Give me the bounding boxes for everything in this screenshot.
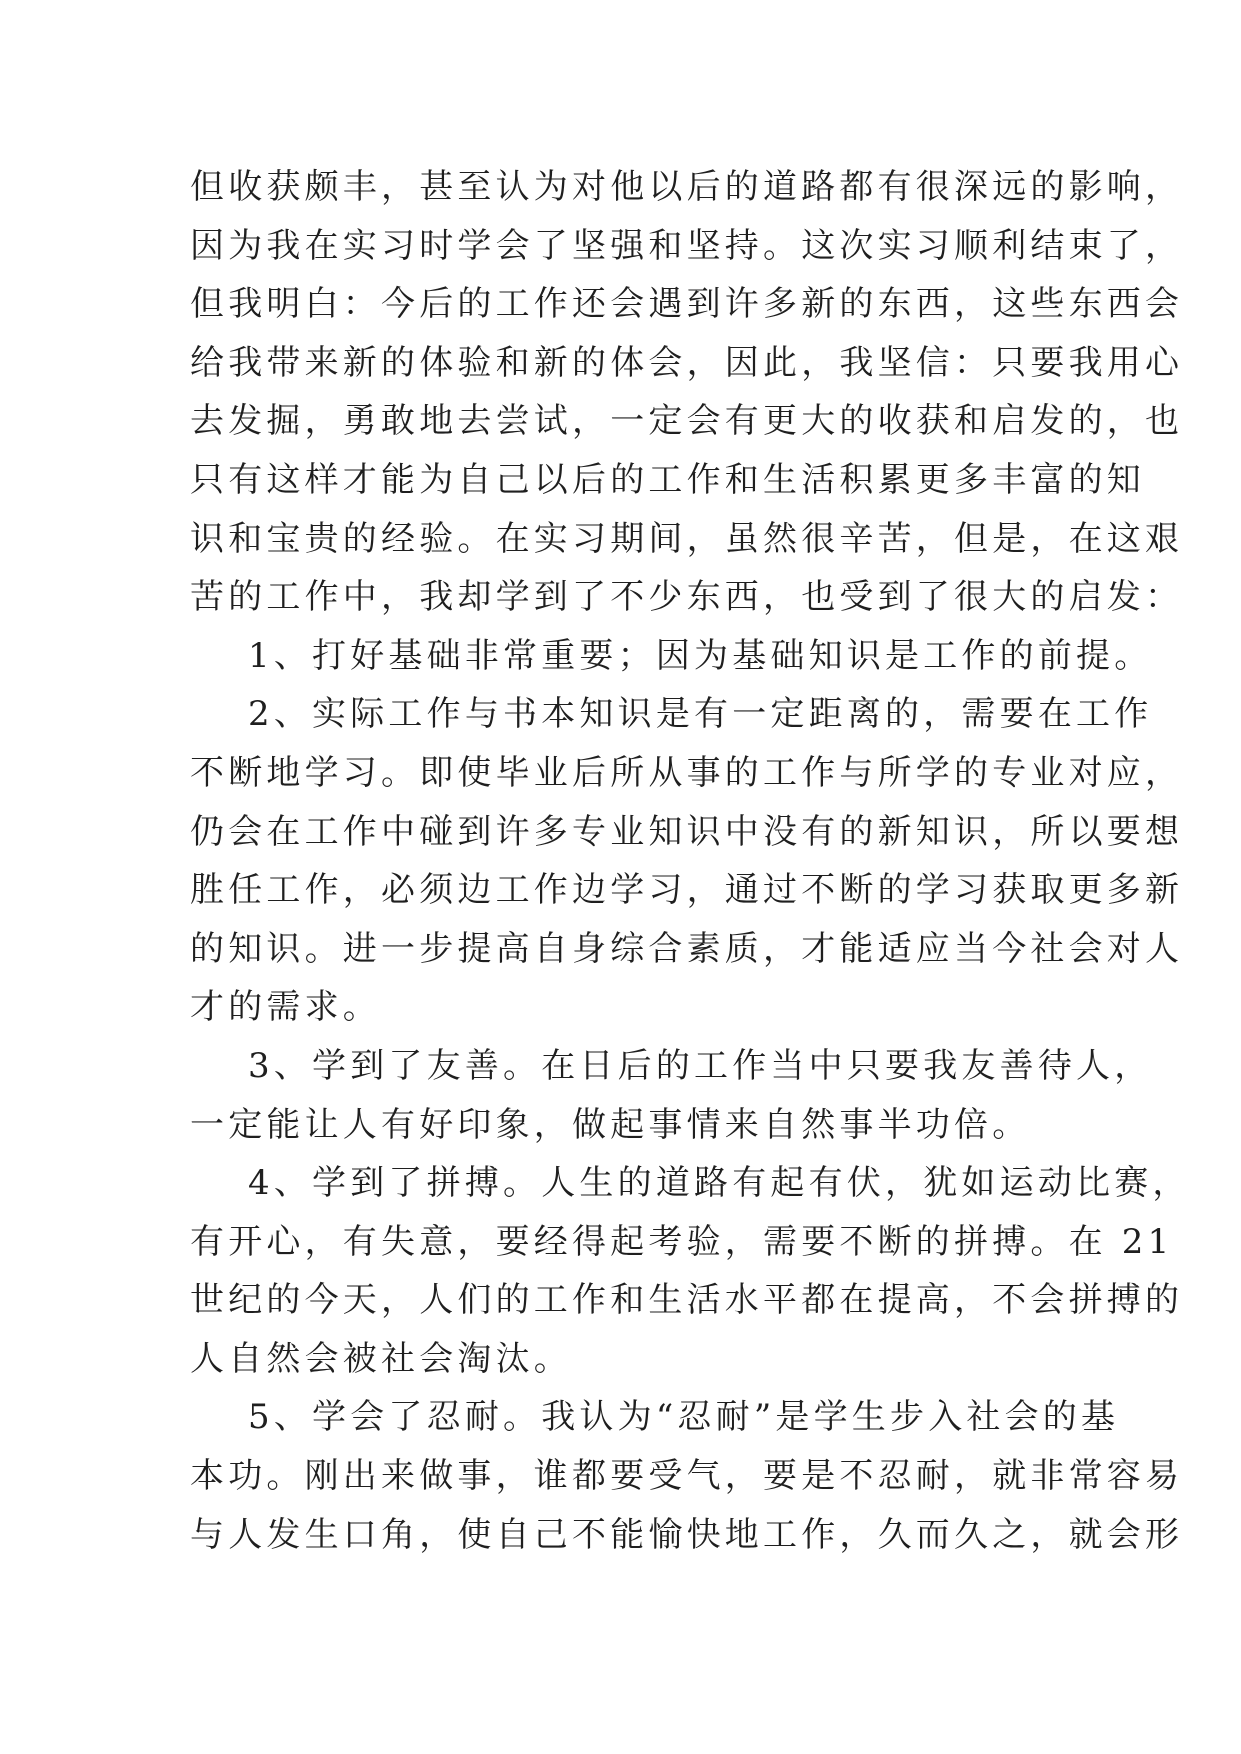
text-line: 给我带来新的体验和新的体会，因此，我坚信：只要我用心	[190, 342, 1184, 383]
text-line: 一定能让人有好印象，做起事情来自然事半功倍。	[190, 1104, 1031, 1145]
text-line: 人自然会被社会淘汰。	[190, 1338, 572, 1379]
list-item-2: 2、实际工作与书本知识是有一定距离的，需要在工作	[248, 694, 1153, 735]
text-line: 的知识。进一步提高自身综合素质，才能适应当今社会对人	[190, 928, 1184, 969]
text-line: 本功。刚出来做事，谁都要受气，要是不忍耐，就非常容易	[190, 1456, 1184, 1497]
text-line: 仍会在工作中碰到许多专业知识中没有的新知识，所以要想	[190, 811, 1184, 852]
list-item-5: 5、学会了忍耐。我认为“忍耐”是学生步入社会的基	[248, 1397, 1120, 1438]
text-line: 但我明白：今后的工作还会遇到许多新的东西，这些东西会	[190, 284, 1184, 325]
text-line: 去发掘，勇敢地去尝试，一定会有更大的收获和启发的，也	[190, 401, 1184, 442]
text-line: 苦的工作中，我却学到了不少东西，也受到了很大的启发：	[190, 577, 1184, 618]
list-item-3: 3、学到了友善。在日后的工作当中只要我友善待人，	[248, 1045, 1153, 1086]
text-line: 识和宝贵的经验。在实习期间，虽然很辛苦，但是，在这艰	[190, 518, 1184, 559]
text-line: 只有这样才能为自己以后的工作和生活积累更多丰富的知	[190, 459, 1145, 500]
text-line: 胜任工作，必须边工作边学习，通过不断的学习获取更多新	[190, 870, 1184, 911]
text-line: 与人发生口角，使自己不能愉快地工作，久而久之，就会形	[190, 1514, 1184, 1555]
text-line: 世纪的今天，人们的工作和生活水平都在提高，不会拼搏的	[190, 1280, 1184, 1321]
text-line: 才的需求。	[190, 987, 381, 1028]
list-item-1: 1、打好基础非常重要；因为基础知识是工作的前提。	[248, 635, 1153, 676]
text-line: 有开心，有失意，要经得起考验，需要不断的拼搏。在 21	[190, 1221, 1174, 1262]
text-line: 不断地学习。即使毕业后所从事的工作与所学的专业对应，	[190, 752, 1184, 793]
text-line: 因为我在实习时学会了坚强和坚持。这次实习顺利结束了，	[190, 225, 1184, 266]
list-item-4: 4、学到了拼搏。人生的道路有起有伏，犹如运动比赛，	[248, 1163, 1191, 1204]
text-line: 但收获颇丰，甚至认为对他以后的道路都有很深远的影响，	[190, 167, 1184, 207]
body-text	[190, 158, 1191, 1564]
